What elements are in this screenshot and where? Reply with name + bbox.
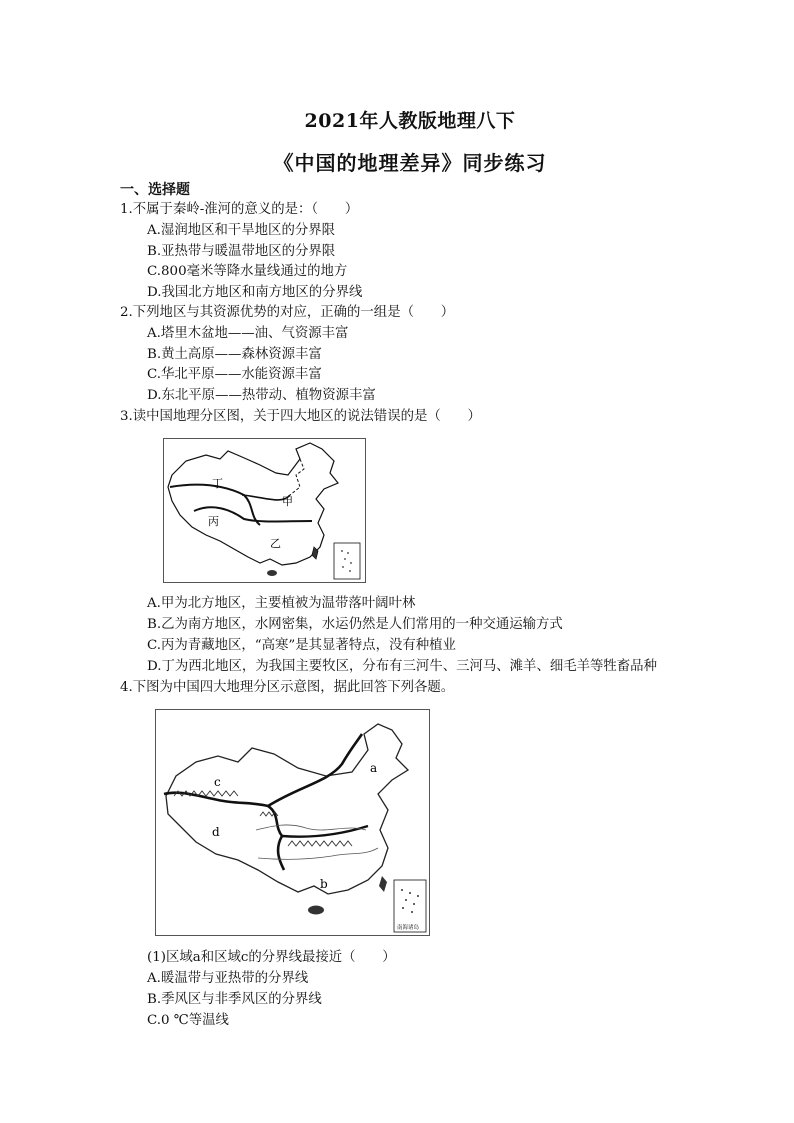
map2-label-c: c xyxy=(214,775,221,789)
q4-sub1-option-b: B.季风区与非季风区的分界线 xyxy=(147,992,322,1007)
q1-option-c: C.800毫米等降水量线通过的地方 xyxy=(147,264,348,279)
q3-option-a: A.甲为北方地区，主要植被为温带落叶阔叶林 xyxy=(147,596,416,611)
section-heading: 一、选择题 xyxy=(120,182,190,198)
map2-label-b: b xyxy=(320,877,328,891)
map1-label-ding: 丁 xyxy=(212,477,223,490)
q3-option-d: D.丁为西北地区，为我国主要牧区，分布有三河牛、三河马、滩羊、细毛羊等牲畜品种 xyxy=(147,659,657,674)
map2-label-d: d xyxy=(212,825,220,839)
q3-option-c: C.丙为青藏地区，“高寒”是其显著特点，没有种植业 xyxy=(147,638,456,653)
map1-label-jia: 甲 xyxy=(282,495,293,508)
q1-stem: 1.不属于秦岭-淮河的意义的是：（ ） xyxy=(120,202,359,217)
q2-option-a: A.塔里木盆地——油、气资源丰富 xyxy=(147,326,349,341)
q1-option-d: D.我国北方地区和南方地区的分界线 xyxy=(147,285,363,300)
map1-label-bing: 丙 xyxy=(208,515,219,528)
china-region-map-1 xyxy=(163,438,366,583)
page-subtitle: 《中国的地理差异》同步练习 xyxy=(273,151,547,175)
map1-label-yi: 乙 xyxy=(270,537,281,550)
map2-inset-label: 南海诸岛 xyxy=(397,925,420,931)
q3-option-b: B.乙为南方地区，水网密集，水运仍然是人们常用的一种交通运输方式 xyxy=(147,617,563,632)
q2-stem: 2.下列地区与其资源优势的对应，正确的一组是（ ） xyxy=(120,305,455,320)
page-title: 2021年人教版地理八下 xyxy=(304,110,516,132)
q2-option-b: B.黄土高原——森林资源丰富 xyxy=(147,347,322,362)
q2-option-c: C.华北平原——水能资源丰富 xyxy=(147,367,322,382)
q1-option-b: B.亚热带与暖温带地区的分界限 xyxy=(147,244,336,259)
q4-sub1-stem: (1)区域a和区域c的分界线最接近（ ） xyxy=(147,950,396,965)
q1-option-a: A.湿润地区和干旱地区的分界限 xyxy=(147,223,336,238)
q4-sub1-option-c: C.0 ℃等温线 xyxy=(147,1013,229,1028)
map1-inset xyxy=(334,543,360,579)
q2-option-d: D.东北平原——热带动、植物资源丰富 xyxy=(147,388,376,403)
q4-stem: 4.下图为中国四大地理分区示意图，据此回答下列各题。 xyxy=(120,680,455,695)
china-region-map-2 xyxy=(155,709,430,936)
q3-stem: 3.读中国地理分区图，关于四大地区的说法错误的是（ ） xyxy=(120,409,481,424)
q4-sub1-option-a: A.暖温带与亚热带的分界线 xyxy=(147,971,309,986)
map2-label-a: a xyxy=(370,761,378,775)
